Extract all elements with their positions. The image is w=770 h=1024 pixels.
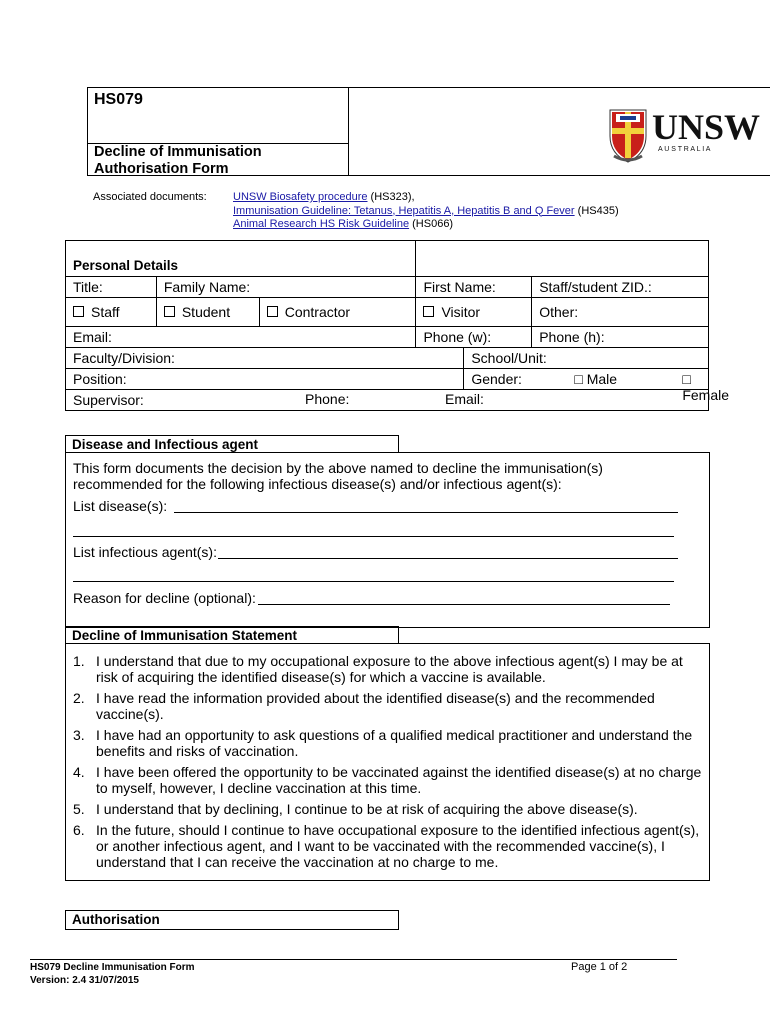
statement-item: 4. I have been offered the opportunity to be vaccinated against the identified disease(s) at no charge to myself, however, I decline vaccination at this time. bbox=[73, 764, 702, 796]
email-field[interactable]: Email: bbox=[66, 327, 416, 348]
associated-doc: UNSW Biosafety procedure (HS323), bbox=[233, 191, 415, 203]
supervisor-row[interactable]: Supervisor: Phone: Email: bbox=[66, 390, 709, 411]
personal-details-table bbox=[65, 240, 730, 411]
agent-input-line[interactable] bbox=[218, 558, 678, 559]
doc-link-immunisation-guideline[interactable]: Immunisation Guideline: Tetanus, Hepatitis A, Hepatitis B and Q Fever bbox=[233, 204, 575, 217]
female-option[interactable]: □ Female bbox=[682, 371, 730, 403]
statement-list bbox=[73, 653, 703, 875]
first-name-field[interactable]: First Name: bbox=[416, 277, 532, 298]
family-name-field[interactable]: Family Name: bbox=[156, 277, 416, 298]
statement-section-box bbox=[65, 643, 710, 881]
school-field[interactable]: School/Unit: bbox=[464, 348, 709, 369]
zid-field[interactable]: Staff/student ZID.: bbox=[532, 277, 709, 298]
disease-section-heading: Disease and Infectious agent bbox=[65, 435, 399, 453]
faculty-field[interactable]: Faculty/Division: bbox=[66, 348, 464, 369]
male-option[interactable]: □ Male bbox=[574, 371, 618, 387]
personal-details-heading: Personal Details bbox=[66, 241, 416, 277]
student-option[interactable]: Student bbox=[156, 298, 259, 327]
footer-form-name: HS079 Decline Immunisation Form bbox=[30, 962, 195, 973]
doc-link-animal-research[interactable]: Animal Research HS Risk Guideline bbox=[233, 218, 410, 230]
statement-item: 2. I have read the information provided about the identified disease(s) and the recommended vaccine(s). bbox=[73, 690, 655, 722]
contractor-option[interactable]: Contractor bbox=[259, 298, 416, 327]
unsw-logo bbox=[608, 106, 770, 169]
statement-item: 6. In the future, should I continue to have occupational exposure to the identified infectious agent(s), or another infectious agent, and I want to be vaccinated with the recommended vaccine(s), I understand that I can receive the vaccination at no charge to me. bbox=[73, 822, 700, 870]
reason-input-line[interactable] bbox=[258, 604, 670, 605]
agent-input-line-2[interactable] bbox=[73, 581, 674, 582]
svg-text:UNSW: UNSW bbox=[652, 107, 761, 147]
title-field[interactable]: Title: bbox=[66, 277, 157, 298]
reason-label: Reason for decline (optional): bbox=[73, 590, 256, 606]
form-code: HS079 bbox=[94, 91, 143, 108]
checkbox-icon[interactable] bbox=[267, 306, 278, 317]
header-title-cell bbox=[88, 88, 349, 175]
disease-intro: This form documents the decision by the above named to decline the immunisation(s) recommended for the following infectious disease(s) and/or infectious agent(s): bbox=[73, 460, 603, 492]
checkbox-icon[interactable] bbox=[73, 306, 84, 317]
gender-field: Gender: □ Male □ Female bbox=[464, 369, 709, 390]
statement-item: 3. I have had an opportunity to ask questions of a qualified medical practitioner and understand the benefits and risks of vaccination. bbox=[73, 727, 693, 759]
supervisor-phone-label: Phone: bbox=[305, 391, 350, 407]
phone-h-field[interactable]: Phone (h): bbox=[532, 327, 709, 348]
doc-link-biosafety[interactable]: UNSW Biosafety procedure bbox=[233, 191, 368, 203]
associated-documents-list bbox=[233, 191, 619, 232]
associated-doc: Immunisation Guideline: Tetanus, Hepatitis A, Hepatitis B and Q Fever (HS435) bbox=[233, 204, 619, 217]
associated-doc: Animal Research HS Risk Guideline (HS066) bbox=[233, 218, 454, 230]
authorisation-heading: Authorisation bbox=[65, 910, 399, 930]
phone-w-field[interactable]: Phone (w): bbox=[416, 327, 532, 348]
footer-page-number: Page 1 of 2 bbox=[571, 961, 628, 973]
supervisor-email-label: Email: bbox=[445, 391, 484, 407]
statement-item: 5. I understand that by declining, I continue to be at risk of acquiring the above disease(s). bbox=[73, 801, 638, 817]
unsw-crest-icon bbox=[608, 106, 770, 164]
statement-item: 1. I understand that due to my occupational exposure to the above infectious agent(s) I may be at risk of acquiring the identified disease(s) for which a vaccine is available. bbox=[73, 653, 683, 685]
svg-text:A U S T R A L I A: A U S T R A L I A bbox=[658, 146, 711, 153]
statement-section-heading: Decline of Immunisation Statement bbox=[65, 626, 399, 644]
disease-section-box bbox=[65, 452, 710, 628]
other-field[interactable]: Other: bbox=[532, 298, 709, 327]
list-agent-label: List infectious agent(s): bbox=[73, 544, 217, 560]
visitor-option[interactable]: Visitor bbox=[416, 298, 532, 327]
disease-input-line[interactable] bbox=[174, 512, 678, 513]
footer-version: Version: 2.4 31/07/2015 bbox=[30, 975, 139, 986]
position-field[interactable]: Position: bbox=[66, 369, 464, 390]
form-title: Decline of Immunisation Authorisation Form bbox=[94, 144, 262, 177]
staff-option[interactable]: Staff bbox=[66, 298, 157, 327]
disease-input-line-2[interactable] bbox=[73, 536, 674, 537]
checkbox-icon[interactable] bbox=[164, 306, 175, 317]
associated-documents-label: Associated documents: bbox=[93, 191, 207, 203]
list-disease-label: List disease(s): bbox=[73, 498, 168, 514]
footer-rule bbox=[30, 959, 677, 960]
checkbox-icon[interactable] bbox=[423, 306, 434, 317]
